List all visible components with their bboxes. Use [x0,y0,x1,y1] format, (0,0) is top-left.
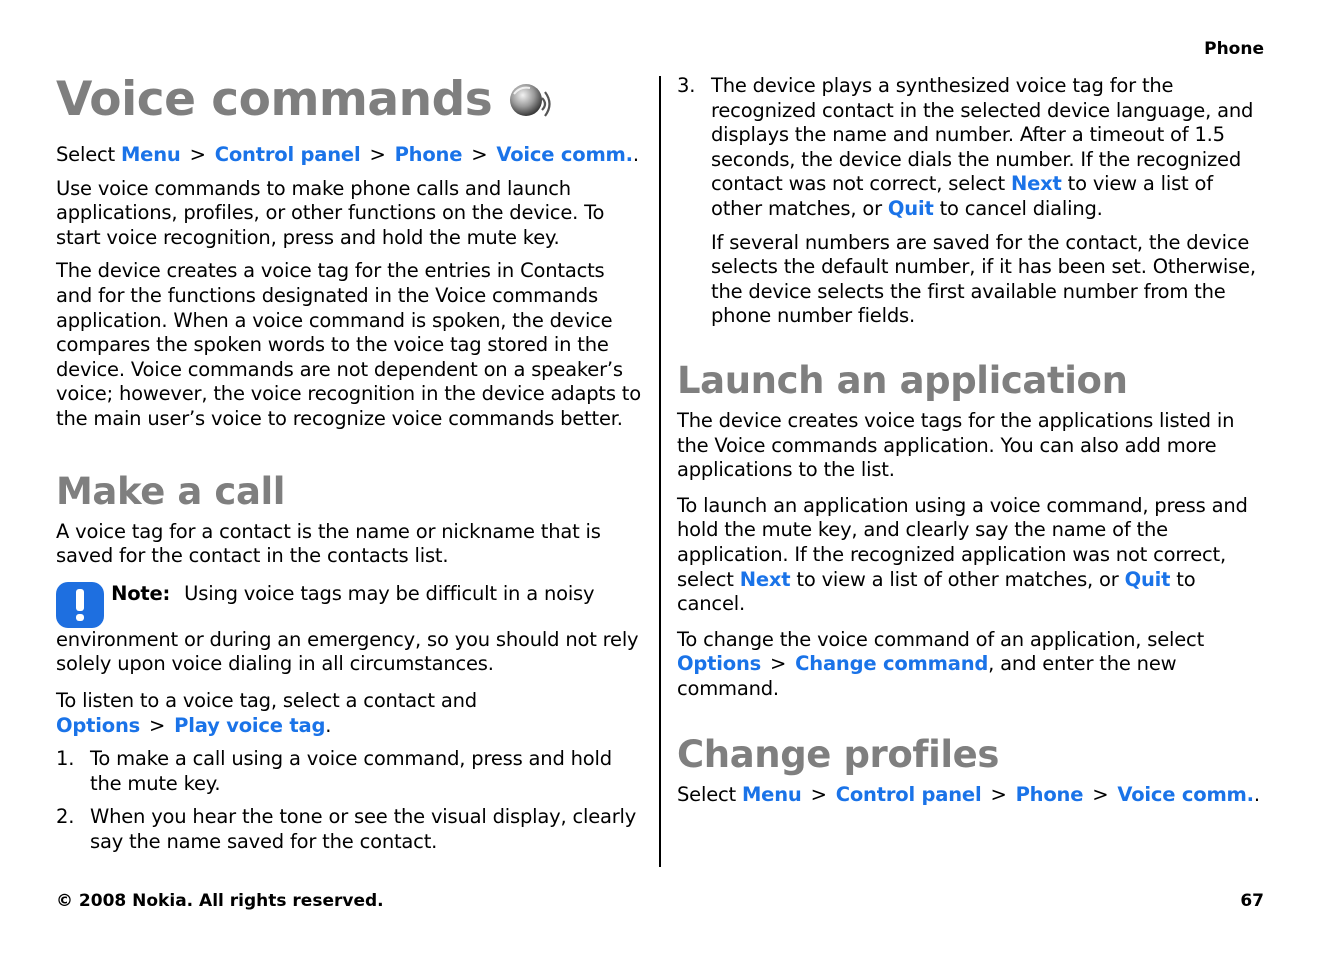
options-link[interactable]: Options [56,713,141,737]
phone-link[interactable]: Phone [1015,783,1084,807]
list-item: 1. To make a call using a voice command, press and hold the mute key. [56,747,612,795]
voice-comm-link[interactable]: Voice comm. [496,143,633,166]
options-link[interactable]: Options [677,652,762,676]
next-link[interactable]: Next [739,567,791,591]
change-profiles-heading: Change profiles [677,733,999,777]
running-header-section: Phone [1204,39,1264,59]
launch-intro-paragraph: The device creates voice tags for the applications listed in the Voice commands application. You can also add more applications to the list. [677,408,1235,482]
control-panel-link[interactable]: Control panel [214,143,361,166]
right-column [677,74,1269,808]
list-item: 3. The device plays a synthesized voice tag for the recognized contact in the selected device language, and displays the name and number. After a timeout of 1.5 seconds, the device dials the number. If the recognized contact was not correct, select Next to view a list of other matches, or Quit to cancel dialing. If several numbers are saved for the contact, the device selects the default number, if it has been set. Otherwise, the device selects the first available number from the phone number fields. [677,74,1269,329]
play-voice-tag-link[interactable]: Play voice tag [174,713,326,737]
contact-voice-tag-paragraph: A voice tag for a contact is the name or nickname that is saved for the contact in the contacts list. [56,519,601,568]
nav-path-voice-commands: Select Menu > Control panel > Phone > Voice comm.. [56,143,639,166]
menu-link[interactable]: Menu [741,783,802,807]
page-title-text: Voice commands [56,72,493,127]
make-a-call-heading: Make a call [56,469,286,513]
control-panel-link[interactable]: Control panel [835,783,982,807]
note-block [56,582,646,677]
page-number: 67 [1240,891,1264,911]
nav-path-change-profiles: Select Menu > Control panel > Phone > Voice comm.. [677,783,1260,807]
launch-application-heading: Launch an application [677,358,1128,402]
note-text: Using voice tags may be difficult in a noisy environment or during an emergency, so you should not rely solely upon voice dialing in all circumstances. [56,581,639,676]
call-steps-list [56,747,646,854]
voice-comm-link[interactable]: Voice comm. [1117,783,1254,807]
column-divider [659,76,661,867]
voice-commands-icon [506,76,554,124]
quit-link[interactable]: Quit [1124,567,1171,591]
voice-tag-paragraph: The device creates a voice tag for the entries in Contacts and for the functions designated in the Voice commands application. When a voice command is spoken, the device compares the spoken words to the voice tag stored in the device. Voice commands are not dependent on a speaker’s voice; however, the voice recognition in the device adapts to the main user’s voice to recognize voice commands better. [56,259,641,430]
list-item: 2. When you hear the tone or see the visual display, clearly say the name saved for the contact. [56,805,637,853]
quit-link[interactable]: Quit [887,196,934,220]
left-column [56,70,646,854]
several-numbers-paragraph: If several numbers are saved for the contact, the device selects the default number, if it has been set. Otherwise, the device selects the first available number from the phone number fields. [711,230,1256,328]
change-command-link[interactable]: Change command [795,652,989,676]
copyright-footer: © 2008 Nokia. All rights reserved. [56,891,384,911]
phone-link[interactable]: Phone [394,143,463,166]
launch-how-paragraph: To launch an application using a voice command, press and hold the mute key, and clearly say the name of the application. If the recognized application was not correct, select Next to view a list of other matches, or Quit to cancel. [677,493,1248,616]
exclamation-note-icon [56,582,104,628]
page-title [56,70,646,130]
intro-paragraph: Use voice commands to make phone calls and launch applications, profiles, or other functions on the device. To start voice recognition, press and hold the mute key. [56,176,605,249]
play-voice-tag-paragraph: To listen to a voice tag, select a contact and Options > Play voice tag. [56,688,477,737]
menu-link[interactable]: Menu [120,143,181,166]
change-command-paragraph: To change the voice command of an application, select Options > Change command, and enter the new command. [677,627,1205,700]
call-steps-list-continued [677,74,1269,329]
next-link[interactable]: Next [1010,172,1062,196]
note-label: Note: [111,581,171,605]
